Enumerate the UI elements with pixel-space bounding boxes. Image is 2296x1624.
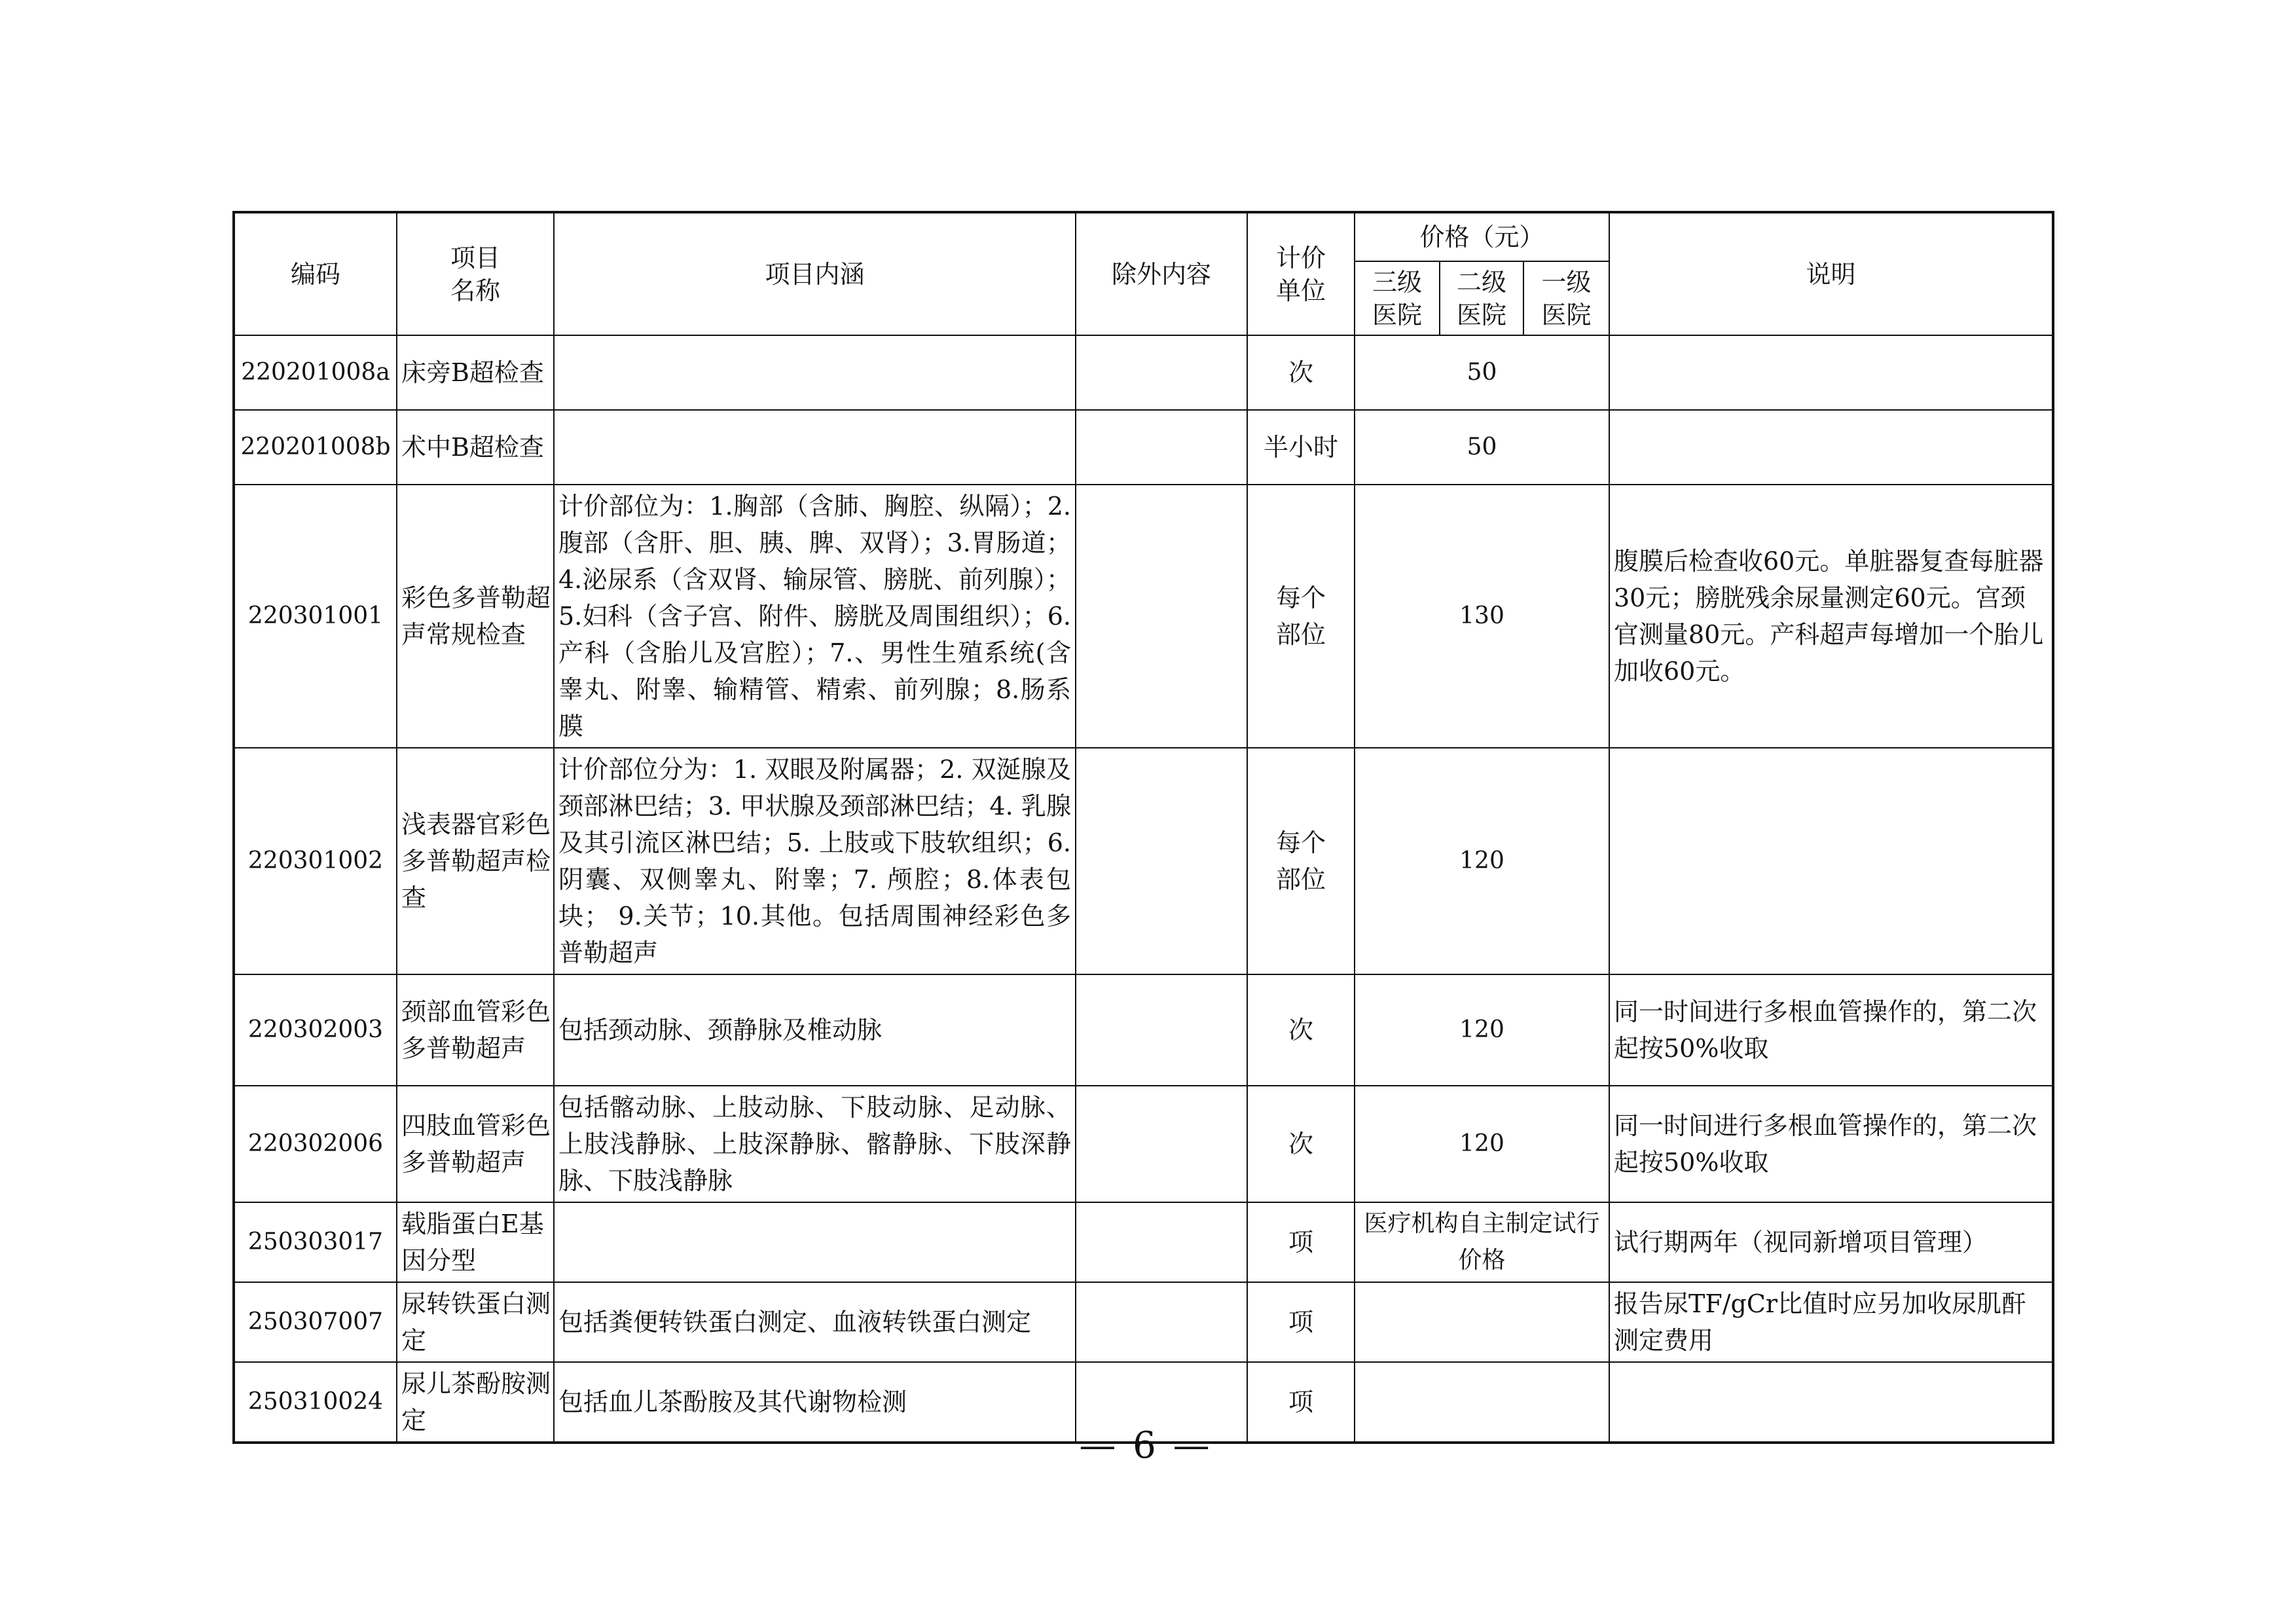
cell-code: 220201008b [234,410,397,485]
cell-name: 载脂蛋白E基因分型 [397,1202,554,1282]
cell-code: 220302006 [234,1086,397,1202]
cell-content: 包括血儿茶酚胺及其代谢物检测 [554,1362,1076,1443]
cell-name: 尿儿茶酚胺测定 [397,1362,554,1443]
cell-name: 尿转铁蛋白测定 [397,1282,554,1362]
cell-unit: 项 [1247,1362,1355,1443]
cell-code: 220302003 [234,974,397,1086]
cell-excluded [1076,1202,1247,1282]
cell-content [554,410,1076,485]
table-row [234,485,2053,748]
cell-note: 试行期两年（视同新增项目管理） [1609,1202,2053,1282]
cell-unit: 项 [1247,1202,1355,1282]
cell-name: 颈部血管彩色多普勒超声 [397,974,554,1086]
table-row [234,410,2053,485]
cell-content: 计价部位分为：1. 双眼及附属器；2. 双涎腺及颈部淋巴结；3. 甲状腺及颈部淋巴结；4. 乳腺及其引流区淋巴结；5. 上肢或下肢软组织；6. 阴囊、双侧睾丸、附睾；7. 颅腔；8.体表包块； 9.关节；10.其他。包括周围神经彩色多普勒超声 [554,748,1076,974]
cell-content [554,335,1076,410]
cell-note [1609,748,2053,974]
cell-code: 220201008a [234,335,397,410]
header-name [397,212,554,335]
header-level1 [1523,261,1609,335]
cell-excluded [1076,335,1247,410]
header-level3-text: 三级 医院 [1372,267,1422,329]
cell-content [554,1202,1076,1282]
cell-excluded [1076,1282,1247,1362]
header-excluded: 除外内容 [1076,212,1247,335]
header-level2 [1440,261,1523,335]
cell-price: 120 [1355,1086,1609,1202]
page-number: — 6 — [1079,1424,1212,1467]
cell-price: 50 [1355,335,1609,410]
cell-note [1609,1362,2053,1443]
cell-name: 四肢血管彩色多普勒超声 [397,1086,554,1202]
cell-unit-text: 每个 部位 [1275,583,1326,649]
cell-excluded [1076,410,1247,485]
cell-name: 术中B超检查 [397,410,554,485]
table-row [234,1202,2053,1282]
table-row [234,1282,2053,1362]
cell-unit [1247,485,1355,748]
header-code: 编码 [234,212,397,335]
cell-content: 包括颈动脉、颈静脉及椎动脉 [554,974,1076,1086]
header-level3 [1355,261,1440,335]
cell-content: 包括粪便转铁蛋白测定、血液转铁蛋白测定 [554,1282,1076,1362]
header-name-text: 项目 名称 [450,243,500,305]
price-table [232,211,2054,1444]
cell-code: 250303017 [234,1202,397,1282]
table-row [234,1086,2053,1202]
header-row-1 [234,212,2053,261]
header-level1-text: 一级 医院 [1541,267,1592,329]
cell-note [1609,335,2053,410]
cell-note: 同一时间进行多根血管操作的，第二次起按50%收取 [1609,1086,2053,1202]
cell-price [1355,1282,1609,1362]
cell-content: 计价部位为：1.胸部（含肺、胸腔、纵隔）；2.腹部（含肝、胆、胰、脾、双肾）；3.胃肠道；4.泌尿系（含双肾、输尿管、膀胱、前列腺）；5.妇科（含子宫、附件、膀胱及周围组织）；6.产科（含胎儿及宫腔）；7.、男性生殖系统(含睾丸、附睾、输精管、精索、前列腺；8.肠系膜 [554,485,1076,748]
cell-unit: 半小时 [1247,410,1355,485]
cell-note: 报告尿TF/gCr比值时应另加收尿肌酐测定费用 [1609,1282,2053,1362]
header-price: 价格（元） [1355,212,1609,261]
cell-unit [1247,748,1355,974]
cell-price: 130 [1355,485,1609,748]
cell-price: 50 [1355,410,1609,485]
cell-excluded [1076,974,1247,1086]
cell-price: 120 [1355,748,1609,974]
header-unit [1247,212,1355,335]
cell-excluded [1076,485,1247,748]
cell-code: 220301001 [234,485,397,748]
cell-note [1609,410,2053,485]
cell-unit: 项 [1247,1282,1355,1362]
cell-name: 浅表器官彩色多普勒超声检查 [397,748,554,974]
cell-code: 250310024 [234,1362,397,1443]
cell-code: 220301002 [234,748,397,974]
table-row [234,974,2053,1086]
header-unit-text: 计价 单位 [1275,243,1326,305]
table-row [234,335,2053,410]
cell-unit: 次 [1247,974,1355,1086]
cell-content: 包括髂动脉、上肢动脉、下肢动脉、足动脉、上肢浅静脉、上肢深静脉、髂静脉、下肢深静脉、下肢浅静脉 [554,1086,1076,1202]
cell-code: 250307007 [234,1282,397,1362]
header-level2-text: 二级 医院 [1456,267,1506,329]
cell-note: 腹膜后检查收60元。单脏器复查每脏器30元；膀胱残余尿量测定60元。宫颈官测量80元。产科超声每增加一个胎儿加收60元。 [1609,485,2053,748]
table-row [234,748,2053,974]
cell-unit: 次 [1247,1086,1355,1202]
header-note: 说明 [1609,212,2053,335]
cell-excluded [1076,1086,1247,1202]
cell-name: 彩色多普勒超声常规检查 [397,485,554,748]
header-content: 项目内涵 [554,212,1076,335]
cell-price [1355,1362,1609,1443]
cell-price: 医疗机构自主制定试行价格 [1355,1202,1609,1282]
cell-name: 床旁B超检查 [397,335,554,410]
cell-note: 同一时间进行多根血管操作的，第二次起按50%收取 [1609,974,2053,1086]
cell-excluded [1076,748,1247,974]
cell-price: 120 [1355,974,1609,1086]
cell-unit: 次 [1247,335,1355,410]
cell-unit-text: 每个 部位 [1275,828,1326,894]
